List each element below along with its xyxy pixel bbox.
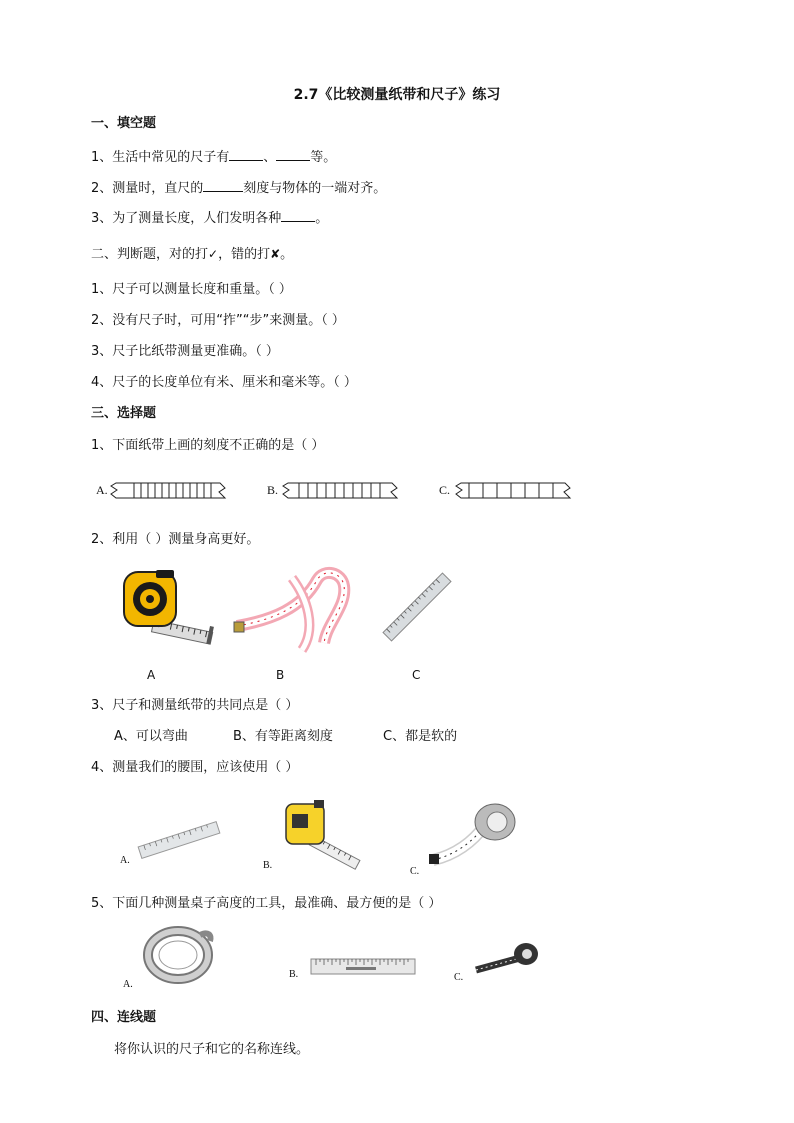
paper-strip-c[interactable]	[455, 481, 573, 501]
soft-tape-icon[interactable]	[425, 800, 520, 870]
option-label: B	[276, 668, 285, 682]
option-label: C.	[454, 972, 464, 983]
fill-question-2: 2、测量时，直尺的 刻度与物体的一端对齐。	[91, 181, 387, 196]
tape-measure-icon[interactable]	[120, 568, 220, 658]
ruler-icon[interactable]	[310, 957, 416, 977]
option-label: A.	[96, 483, 108, 497]
option-label: A	[147, 668, 156, 682]
check-icon: ✓	[208, 247, 219, 261]
answer-blank[interactable]	[276, 148, 310, 161]
page-title: 2.7《比较测量纸带和尺子》练习	[293, 87, 501, 103]
section-4-heading: 四、连线题	[91, 1010, 157, 1025]
choice-question-3: 3、尺子和测量纸带的共同点是（ ）	[91, 698, 299, 713]
tape-roll-icon[interactable]	[140, 925, 215, 987]
judge-question-1: 1、尺子可以测量长度和重量。（ ）	[91, 282, 292, 297]
choice-question-2: 2、利用（ ）测量身高更好。	[91, 532, 260, 547]
fill-question-3: 3、为了测量长度，人们发明各种 。	[91, 211, 329, 226]
judge-question-3: 3、尺子比纸带测量更准确。（ ）	[91, 344, 279, 359]
matching-instruction: 将你认识的尺子和它的名称连线。	[114, 1042, 310, 1057]
section-2-heading: 二、判断题，对的打✓，错的打✘。	[91, 247, 294, 262]
option-label: B.	[267, 483, 279, 497]
choice-question-1: 1、下面纸带上画的刻度不正确的是（ ）	[91, 438, 325, 453]
option-a[interactable]: A、可以弯曲	[114, 729, 188, 744]
answer-blank[interactable]	[203, 179, 243, 192]
fill-question-1: 1、生活中常见的尺子有 、 等。	[91, 150, 337, 165]
option-b[interactable]: B、有等距离刻度	[233, 729, 333, 744]
option-label: C.	[439, 483, 451, 497]
option-label: B.	[263, 860, 273, 871]
paper-strip-a[interactable]	[110, 481, 228, 501]
soft-tape-icon[interactable]	[472, 938, 544, 978]
cross-icon: ✘	[270, 247, 281, 261]
ruler-icon[interactable]	[138, 815, 220, 865]
soft-tape-icon[interactable]	[232, 568, 352, 658]
option-label: C	[412, 668, 421, 682]
judge-question-2: 2、没有尺子时，可用“拃”“步”来测量。（ ）	[91, 313, 345, 328]
option-label: A.	[120, 855, 130, 866]
section-3-heading: 三、选择题	[91, 406, 157, 421]
option-c[interactable]: C、都是软的	[383, 729, 458, 744]
tape-measure-icon[interactable]	[282, 798, 370, 870]
answer-blank[interactable]	[281, 209, 315, 222]
ruler-icon[interactable]	[380, 572, 455, 642]
option-label: A.	[123, 979, 133, 990]
option-label: C.	[410, 866, 420, 877]
answer-blank[interactable]	[229, 148, 263, 161]
choice-question-4: 4、测量我们的腰围，应该使用（ ）	[91, 760, 299, 775]
paper-strip-b[interactable]	[282, 481, 400, 501]
choice-question-5: 5、下面几种测量桌子高度的工具，最准确、最方便的是（ ）	[91, 896, 442, 911]
judge-question-4: 4、尺子的长度单位有米、厘米和毫米等。（ ）	[91, 375, 357, 390]
option-label: B.	[289, 969, 299, 980]
section-1-heading: 一、填空题	[91, 116, 157, 131]
